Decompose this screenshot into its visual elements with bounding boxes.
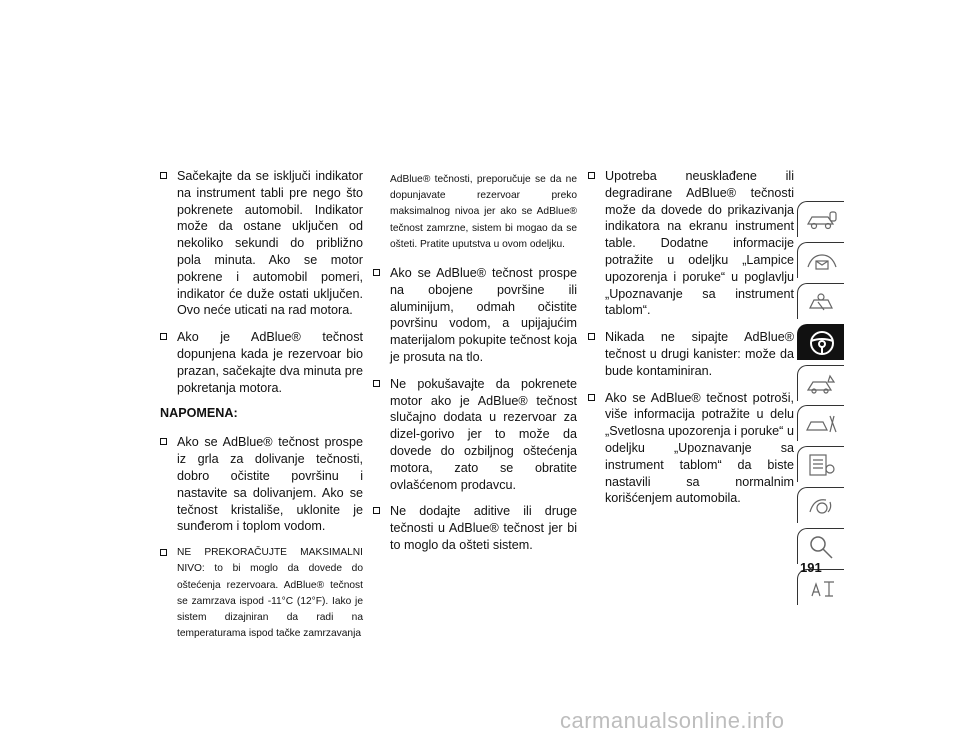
bullet-item: Ako se AdBlue® tečnost potroši, više informacija potražite u delu „Svetlosna upozorenja i poruke“ u odeljku „Upoznavanje sa instrument tablom“ da biste nastavili sa normalnim korišćenjem automobila. bbox=[588, 390, 794, 508]
checkbox-bullet-icon bbox=[373, 380, 380, 387]
steering-wheel-icon bbox=[804, 329, 840, 357]
checkbox-bullet-icon bbox=[160, 172, 167, 179]
tab-index[interactable] bbox=[797, 528, 844, 564]
specifications-list-icon bbox=[804, 451, 840, 479]
checkbox-bullet-icon bbox=[588, 172, 595, 179]
languages-icon bbox=[804, 574, 840, 602]
bullet-item: Ako se AdBlue® tečnost prospe na obojene površine ili aluminijum, odmah očistite površinu vodom, a upijajućim materijalom pokupite tečnost koja je prosuta na tlo. bbox=[373, 265, 577, 366]
checkbox-bullet-icon bbox=[588, 333, 595, 340]
continued-note-text: AdBlue® tečnosti, preporučuje se da ne dopunjavate rezervoar preko maksimalnog nivoa jer ako se AdBlue® tečnost zamrzne, sistem bi mogao da se ošteti. Pratite uputstva u ovom odeljku. bbox=[390, 174, 577, 250]
watermark-text: carmanualsonline.info bbox=[560, 708, 785, 733]
dashboard-message-icon bbox=[804, 247, 840, 275]
checkbox-bullet-icon bbox=[160, 438, 167, 445]
tab-safety[interactable] bbox=[797, 283, 844, 319]
bullet-item: Ne pokušavajte da pokrenete motor ako je AdBlue® tečnost slučajno dodata u rezervoar za dizel-gorivo jer to može da dovede do ozbiljnog oštećenja motora, zato se obratite ovlašćenom prodavcu. bbox=[373, 376, 577, 494]
note-bullet-item: NE PREKORAČUJTE MAKSIMALNI NIVO: to bi moglo da dovede do oštećenja rezervoara. AdBlue® tečnost se zamrzava ispod -11°C (12°F). Iako je sistem dizajniran da radi na temperaturama ispod tačke zamrzavanja bbox=[160, 545, 363, 642]
search-index-icon bbox=[804, 533, 840, 561]
tab-specifications[interactable] bbox=[797, 446, 844, 482]
column-1 bbox=[160, 168, 363, 652]
tab-emergency[interactable] bbox=[797, 365, 844, 401]
note-heading: NAPOMENA: bbox=[160, 406, 238, 421]
tab-starting-and-operating[interactable] bbox=[797, 324, 844, 360]
car-service-icon bbox=[804, 410, 840, 438]
tab-servicing[interactable] bbox=[797, 405, 844, 441]
car-crash-icon bbox=[804, 370, 840, 398]
tab-car-key[interactable] bbox=[797, 201, 844, 237]
checkbox-bullet-icon bbox=[373, 507, 380, 514]
page-number: 191 bbox=[800, 560, 822, 575]
checkbox-bullet-icon bbox=[588, 394, 595, 401]
car-key-icon bbox=[804, 206, 840, 234]
chapter-tabs bbox=[797, 201, 844, 610]
column-3 bbox=[588, 168, 794, 517]
multimedia-icon bbox=[804, 492, 840, 520]
bullet-item: Sačekajte da se isključi indikator na instrument tabli pre nego što pokrenete automobil. Indikator može da ostane uključen od nekoliko sekundi do približno pola minuta. Ako se motor pokrene i automobil pomeri, indikator će duže ostati uključen. Ovo neće uticati na rad motora. bbox=[160, 168, 363, 319]
tab-multimedia[interactable] bbox=[797, 487, 844, 523]
bullet-item: Ne dodajte aditive ili druge tečnosti u AdBlue® tečnost jer bi to moglo da ošteti sistem. bbox=[373, 503, 577, 553]
bullet-item: Ako je AdBlue® tečnost dopunjena kada je rezervoar bio prazan, sačekajte dva minuta pre pokretanja motora. bbox=[160, 329, 363, 396]
tab-messages[interactable] bbox=[797, 242, 844, 278]
column-2 bbox=[373, 172, 577, 564]
note-bullet-item: Ako se AdBlue® tečnost prospe iz grla za dolivanje tečnosti, dobro očistite površinu i nastavite sa dolivanjem. Ako se tečnost kristališe, uklonite je sunđerom i toplom vodom. bbox=[160, 434, 363, 535]
safety-icon bbox=[804, 288, 840, 316]
bullet-item: Upotreba neusklađene ili degradirane AdBlue® tečnosti može da dovede do prikazivanja indikatora na ekranu instrument table. Dodatne informacije potražite u odeljku „Lampice upozorenja i poruke“ u poglavlju „Upoznavanje sa instrument tablom“. bbox=[588, 168, 794, 319]
checkbox-bullet-icon bbox=[160, 549, 167, 556]
checkbox-bullet-icon bbox=[160, 333, 167, 340]
bullet-item: Nikada ne sipajte AdBlue® tečnost u drugi kanister: može da bude kontaminiran. bbox=[588, 329, 794, 379]
checkbox-bullet-icon bbox=[373, 269, 380, 276]
